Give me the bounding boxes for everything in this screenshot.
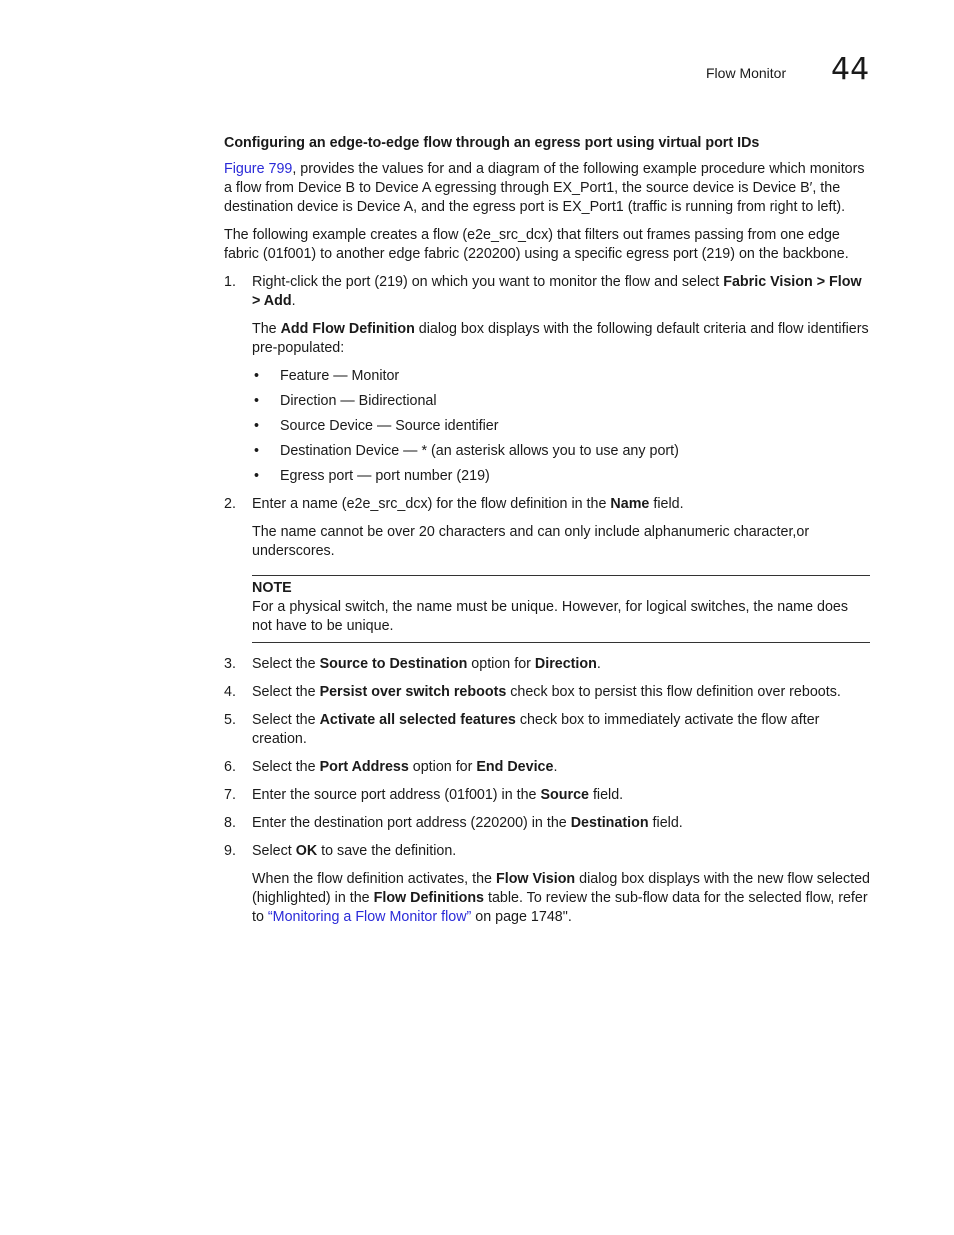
step-4 [224,683,870,702]
list-item [252,367,870,386]
step-3 [224,655,870,674]
step-8 [224,814,870,833]
step-text: Select the [252,712,320,728]
bullet-icon: • [254,393,260,409]
step-text: Right-click the port (219) on which you want to monitor the flow and select [252,274,724,290]
detail-text: When the flow definition activates, the [252,871,496,887]
option-name: Persist over switch reboots [319,684,507,700]
detail-text: table. To review the sub-flow data for the selected flow, refer to [252,890,868,925]
step-text: check box to persist this flow definition over reboots. [506,684,841,700]
field-name: End Device [476,759,554,775]
list-item-text: Feature — Monitor [280,368,400,384]
step-number: 6. [224,759,236,775]
bullet-icon: • [254,418,260,434]
note-box [252,575,870,643]
detail-text: dialog box displays with the following default criteria and flow identifiers pre-populated: [252,321,869,356]
step-2-detail: The name cannot be over 20 characters and can only include alphanumeric character,or underscores. [252,524,810,559]
default-criteria-list [224,367,870,486]
document-body [224,134,870,936]
field-name: Direction [534,656,597,672]
step-9-detail [224,870,870,927]
running-header-title: Flow Monitor [706,65,787,81]
list-item [252,442,870,461]
field-name: Source [540,787,589,803]
step-number: 5. [224,712,236,728]
section-heading: Configuring an edge-to-edge flow through an egress port using virtual port IDs [224,135,760,151]
detail-text: on page 1748". [471,909,572,925]
step-text: . [291,293,296,309]
list-item-text: Egress port — port number (219) [280,468,490,484]
step-5 [224,711,870,749]
step-7 [224,786,870,805]
step-text: . [596,656,601,672]
menu-path: Fabric Vision > Flow > Add [252,274,862,309]
step-text: . [553,759,558,775]
step-text: field. [649,496,684,512]
list-item-text: Destination Device — * (an asterisk allows you to use any port) [280,443,679,459]
step-1-detail [224,320,870,358]
option-name: Port Address [319,759,409,775]
list-item [252,417,870,436]
field-name: Destination [570,815,649,831]
button-name: OK [295,843,318,859]
step-text: check box to immediately activate the flow after creation. [252,712,820,747]
list-item [252,467,870,486]
step-text: Enter a name (e2e_src_dcx) for the flow definition in the [252,496,611,512]
step-text: Select [252,843,296,859]
field-name: Name [610,496,650,512]
option-name: Activate all selected features [319,712,516,728]
step-text: Enter the source port address (01f001) in the [252,787,541,803]
cross-reference-link[interactable]: “Monitoring a Flow Monitor flow” [267,909,472,925]
dialog-name: Flow Vision [495,871,576,887]
figure-link[interactable]: Figure 799 [224,161,293,177]
example-paragraph: The following example creates a flow (e2e_src_dcx) that filters out frames passing from one edge fabric (01f001) to another edge fabric (220200) using a specific egress port (219) on the backbone. [224,227,849,262]
list-item-text: Source Device — Source identifier [280,418,499,434]
detail-text: dialog box displays with the new flow selected (highlighted) in the [252,871,870,906]
step-1 [224,273,870,311]
detail-text: The [252,321,281,337]
bullet-icon: • [254,468,260,484]
step-text: to save the definition. [317,843,457,859]
step-number: 3. [224,656,236,672]
step-number: 7. [224,787,236,803]
dialog-name: Add Flow Definition [280,321,415,337]
step-text: field. [648,815,683,831]
option-name: Source to Destination [319,656,468,672]
step-6 [224,758,870,777]
step-text: Enter the destination port address (220200) in the [252,815,571,831]
step-9 [224,842,870,861]
note-title: NOTE [252,580,292,596]
list-item-text: Direction — Bidirectional [280,393,437,409]
step-text: Select the [252,759,320,775]
chapter-number: 44 [831,52,870,87]
step-2 [224,495,870,514]
table-name: Flow Definitions [373,890,485,906]
intro-paragraph [224,160,870,217]
step-text: option for [467,656,535,672]
note-text: For a physical switch, the name must be unique. However, for logical switches, the name does not have to be unique. [252,599,848,634]
step-number: 4. [224,684,236,700]
step-text: Select the [252,656,320,672]
step-number: 9. [224,843,236,859]
step-text: option for [408,759,477,775]
list-item [252,392,870,411]
step-number: 1. [224,274,236,290]
bullet-icon: • [254,443,260,459]
step-text: Select the [252,684,320,700]
bullet-icon: • [254,368,260,384]
intro-text: , provides the values for and a diagram of the following example procedure which monitors a flow from Device B to Device A egressing through EX_Port1, the source device is Device B′, the destination device is Device A, and the egress port is EX_Port1 (traffic is running from right to left). [224,161,865,215]
step-number: 8. [224,815,236,831]
step-text: field. [588,787,624,803]
step-number: 2. [224,496,236,512]
